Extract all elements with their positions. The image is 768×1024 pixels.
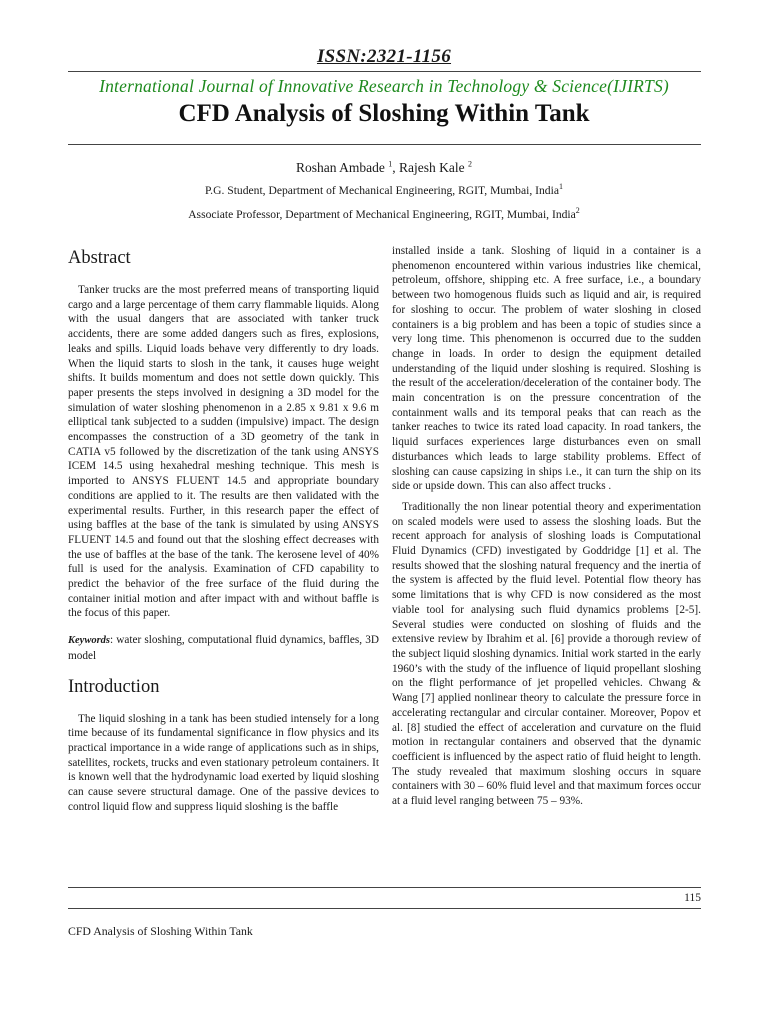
affiliation-1-text: P.G. Student, Department of Mechanical Engineering, RGIT, Mumbai, India <box>205 184 559 197</box>
affiliation-2-text: Associate Professor, Department of Mechanical Engineering, RGIT, Mumbai, India <box>188 208 576 221</box>
keywords-label: Keywords <box>68 635 110 647</box>
author-1-sup: 1 <box>388 159 393 169</box>
author-2: , Rajesh Kale <box>392 160 465 175</box>
right-paragraph-1: installed inside a tank. Sloshing of liquid in a container is a phenomenon encountered within various industries like chemical, petroleum, offshore, shipping etc. A free surface, i.e., a boundary between two homogenous fluids such as liquid and air, is required for sloshing to occur. The problem of water sloshing in closed containers is a big problem and has been a topic of studies since a very long time. This phenomenon is occurred due to the sudden change in loads. In order to design the equipment detailed understanding of the liquid under sloshing is required. Sloshing is the result of the acceleration/deceleration of the container body. The main concentration is on the pressure concentration of the containment walls and its temporal peaks that can reach as the tanker reaches to twice its rated load capacity. In road tankers, the liquid surfaces experiences large disturbances even on small disturbances which leads to large stability problems. Effect of sloshing can cause capsizing in ships i.e., it can turn the ship on its side or upside down. This can also affect trucks . <box>392 245 701 493</box>
footer-rule-top <box>68 887 701 888</box>
paper-title: CFD Analysis of Sloshing Within Tank <box>178 100 590 127</box>
author-1: Roshan Ambade <box>296 160 385 175</box>
left-column <box>68 247 379 815</box>
author-2-sup: 2 <box>467 159 472 169</box>
journal-name: International Journal of Innovative Research in Technology & Science(IJIRTS) <box>99 76 669 96</box>
title-rule <box>68 144 701 145</box>
affiliation-2-sup: 2 <box>575 206 580 216</box>
introduction-paragraph: The liquid sloshing in a tank has been studied intensely for a long time because of its fundamental significance in flow physics and its practical importance in a wide range of applications such as in ships, satellites, rockets, trucks and even stationary petroleum containers. It is known well that the hydrodynamic load exerted by liquid sloshing can cause severe structural damage. One of the passive devices to control liquid flow and suppress liquid sloshing is the baffle <box>68 712 379 813</box>
running-footer: CFD Analysis of Sloshing Within Tank <box>68 924 253 938</box>
affiliation-1-sup: 1 <box>558 182 563 192</box>
page-number: 115 <box>684 892 701 904</box>
abstract-heading: Abstract <box>68 248 131 268</box>
keywords-text: : water sloshing, computational fluid dynamics, baffles, 3D model <box>68 634 379 662</box>
keywords <box>68 633 379 663</box>
abstract-text: Tanker trucks are the most preferred means of transporting liquid cargo and a large percentage of them carry flammable liquids. Along with the usual dangers that are associated with tanker truck accidents, there are some added dangers such as fires, explosions, leaks and spills. Liquid loads behave very differently to dry loads. When the liquid starts to slosh in the tank, it causes huge weight shifts. It builds momentum and does not settle down quickly. This paper presents the steps involved in designing a 3D model for the simulation of water sloshing phenomenon in a 2.85 x 9.81 x 9.6 m elliptical tank subjected to a sudden (impulsive) impact. The design encompasses the construction of a 3D geometry of the tank in CATIA v5 followed by the discretization of the tank using ANSYS ICEM 14.5 using hexahedral meshing technique. This mesh is imported to ANSYS FLUENT 14.5 and appropriate boundary conditions are applied to it. The results are then validated with the experimental results. Further, in this research paper the effect of using baffles at the base of the tank is simulated by using ANSYS FLUENT 14.5 and found out that the sloshing effect decreases with the use of baffles at the base of the tank. The kerosene level of 40% full is used for the analysis. Examination of CFD capability to predict the behavior of the free surface of the fluid during the container initial motion and after impact with and without baffle is the focus of this paper. <box>68 284 379 620</box>
introduction-heading: Introduction <box>68 676 160 697</box>
right-column <box>392 244 701 809</box>
right-paragraph-2: Traditionally the non linear potential theory and experimentation on scaled models were used to assess the sloshing loads. But the recent approach for analysis of sloshing loads is Computational Fluid Dynamics (CFD) investigated by Goddridge [1] et al. The results showed that the sloshing natural frequency and the inertia of the system is affected by the fluid level. Potential flow theory has some limitations that is why CFD is now considered as the most viable tool for analysing such fluid dynamics problems [2-5]. Several studies were conducted on sloshing of fluids and the extensive review by Ibrahim et al. [6] provide a thorough review of the subject liquid sloshing dynamics. Initial work started in the early 1960’s with the study of the influence of liquid propellant sloshing on the flight performance of jet propelled vehicles. Chwang & Wang [7] applied nonlinear theory to calculate the pressure force in accelerating rectangular and circular container. Moreover, Popov et al. [8] studied the effect of acceleration and curvature on the fluid motion in rectangular containers and observed that the dynamic coefficient is influenced by the aspect ratio of fluid height to length. The study revealed that maximum sloshing occurs in square containers with 30 – 60% fluid level and that maximum forces occur at a fluid level ranging between 75 – 93%. <box>392 500 701 808</box>
affiliation-2 <box>0 208 768 221</box>
issn-header: ISSN:2321-1156 <box>316 46 452 67</box>
footer-rule-bottom <box>68 908 701 909</box>
header-rule-top <box>68 71 701 72</box>
author-line <box>0 160 768 176</box>
affiliation-1 <box>0 184 768 197</box>
